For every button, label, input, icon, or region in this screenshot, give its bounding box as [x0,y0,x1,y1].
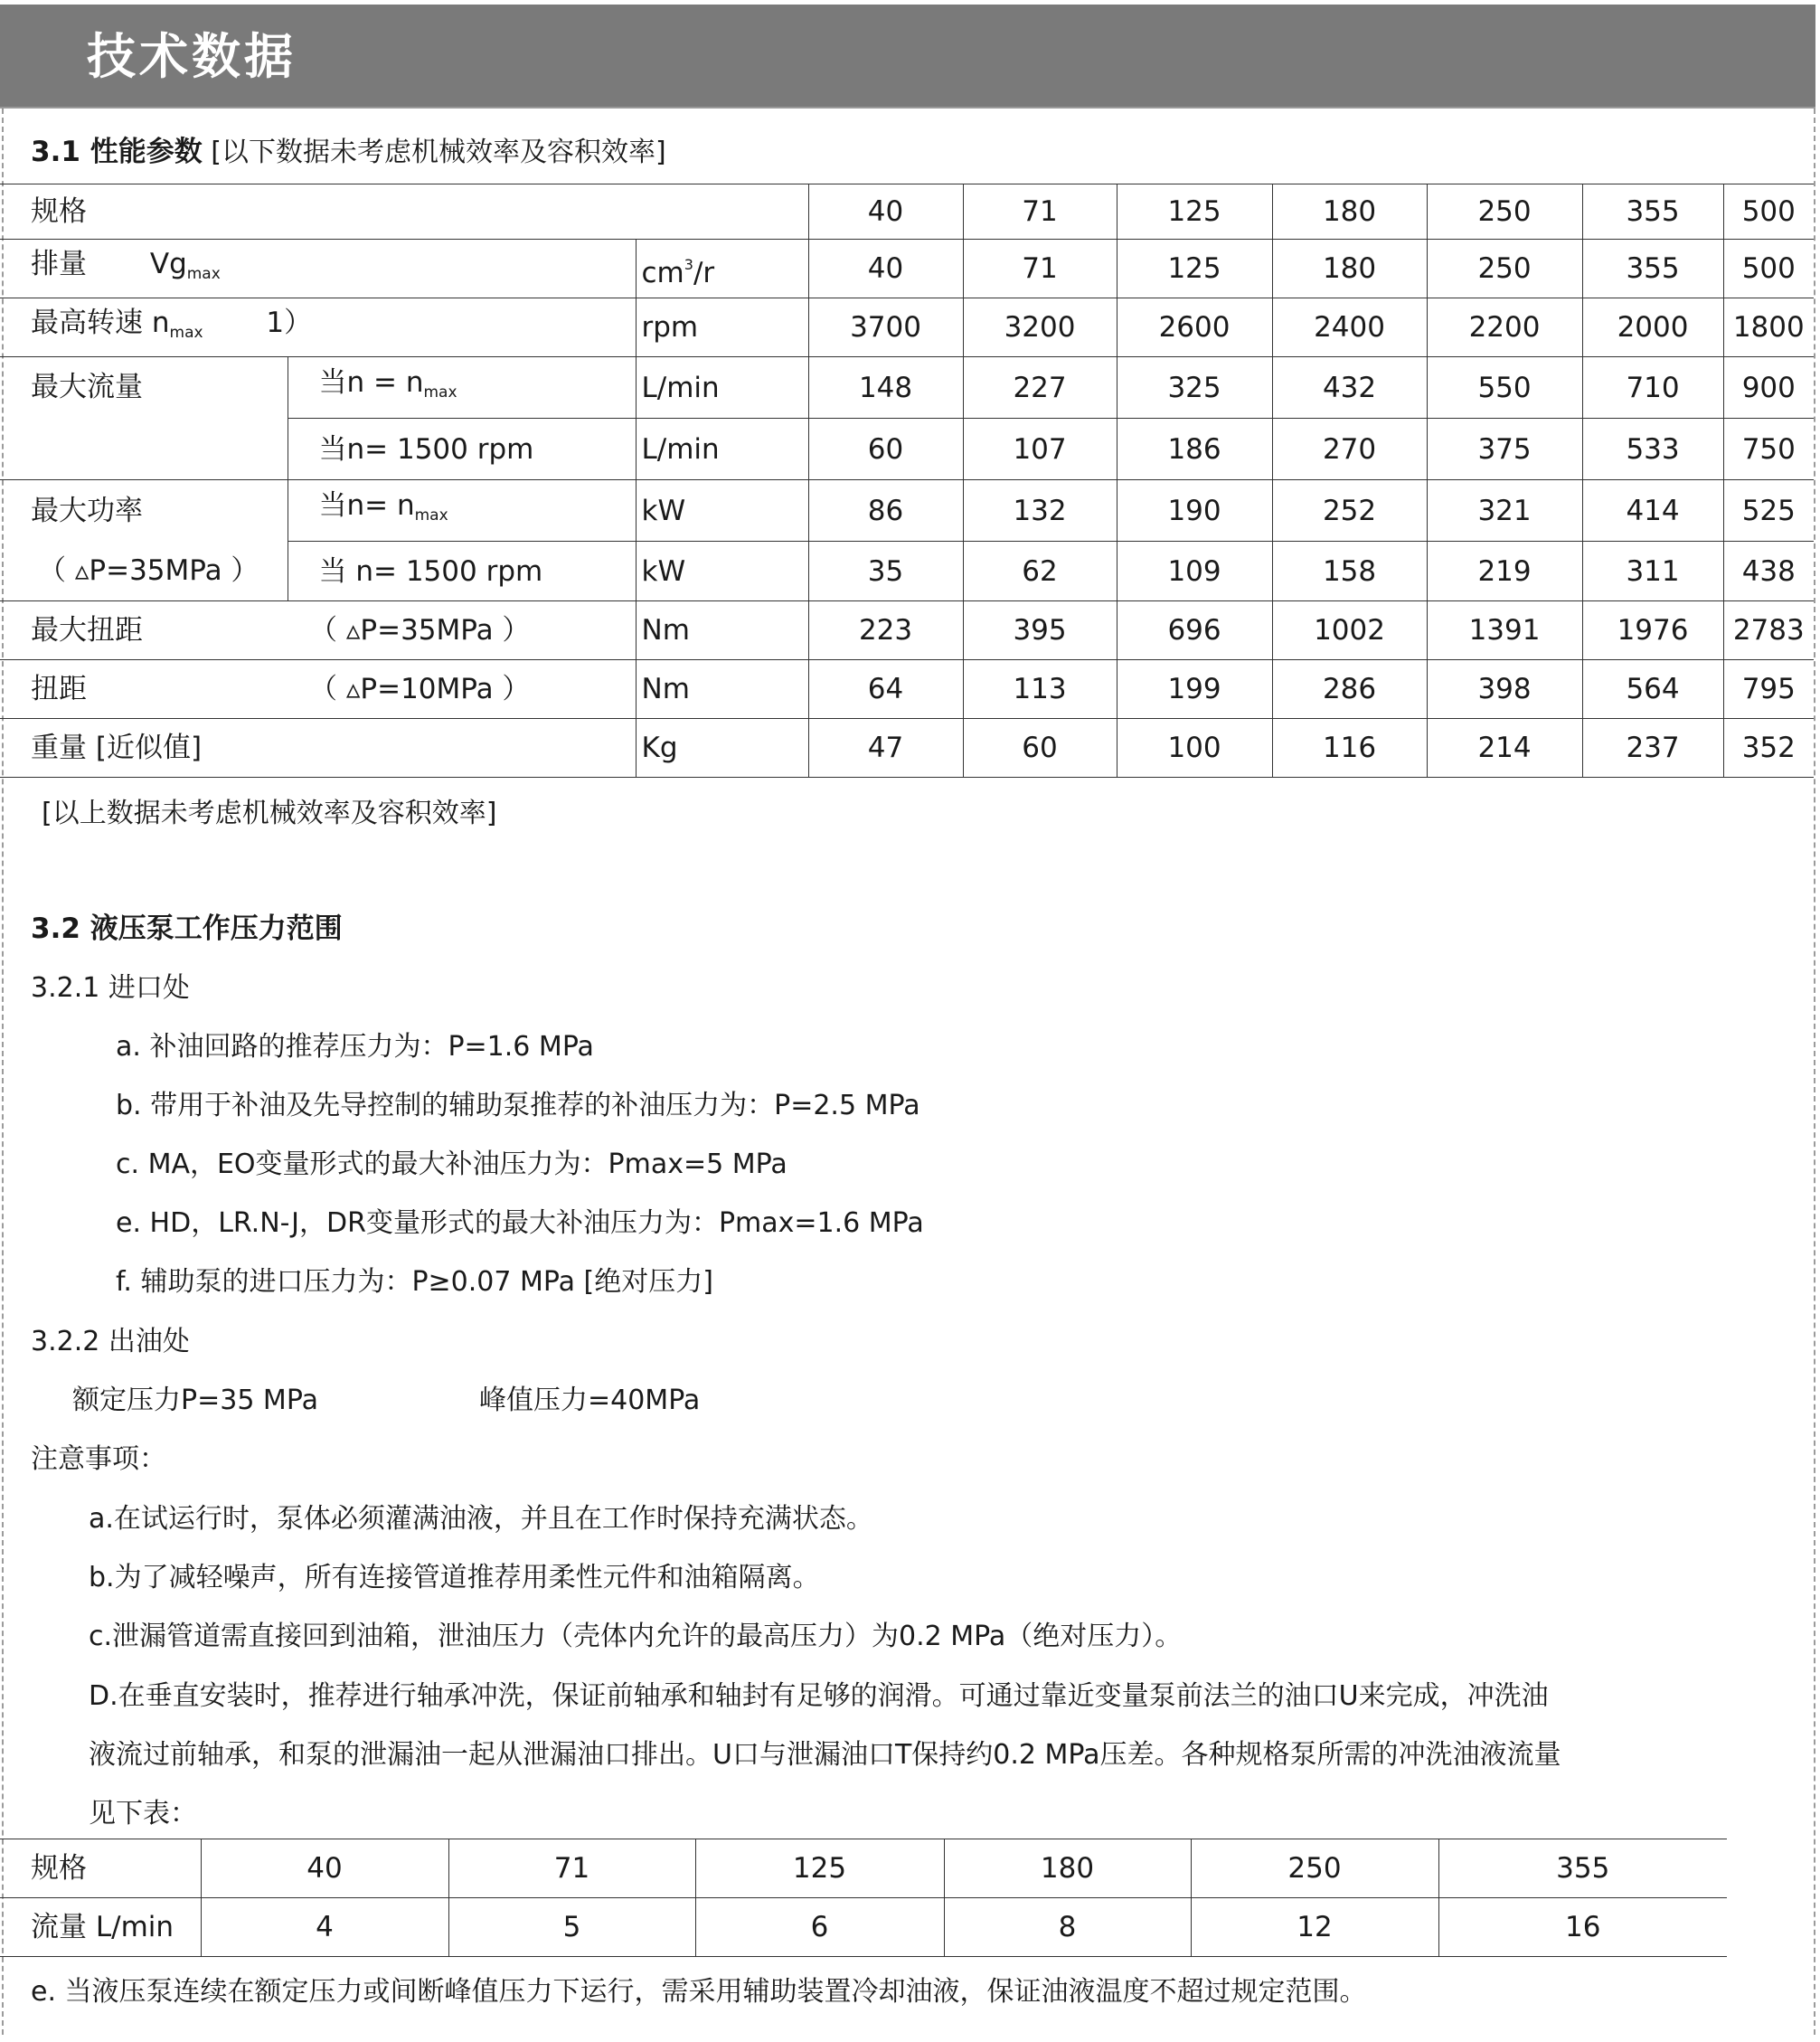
value-cell: 432 [1272,357,1427,419]
value-cell: 750 [1723,419,1814,480]
value-cell: 64 [808,660,963,719]
value-cell: 795 [1723,660,1814,719]
value-cell: 109 [1117,542,1272,601]
table-row-max-speed [0,298,1814,357]
size-cell: 71 [448,1839,695,1898]
size-cell: 180 [1272,184,1427,240]
size-cell: 40 [201,1839,448,1898]
notice-item: c.泄漏管道需直接回到油箱，泄油压力（壳体内允许的最高压力）为0.2 MPa（绝对压力）。 [89,1621,1183,1652]
value-cell: 2783 [1723,601,1814,660]
value-cell: 237 [1582,719,1723,778]
value-cell: 3700 [808,298,963,357]
value-cell: 214 [1427,719,1582,778]
cooling-note: e. 当液压泵连续在额定压力或间断峰值压力下运行，需采用辅助装置冷却油液，保证油液温度不超过规定范围。 [31,1976,1367,2008]
table-row-flush-flow [0,1898,1727,1957]
value-cell: 35 [808,542,963,601]
footnote-marker: 1） [266,306,313,339]
value-cell: 3200 [963,298,1117,357]
value-cell: 60 [963,719,1117,778]
table-row-spec [0,184,1814,240]
value-cell: 311 [1582,542,1723,601]
inlet-item: f. 辅助泵的进口压力为：P≥0.07 MPa [绝对压力] [116,1266,713,1298]
flow-cond-2: 当n= 1500 rpm [288,419,636,480]
subscript-max: max [186,264,221,283]
table-footnote: [以上数据未考虑机械效率及容积效率] [42,798,497,829]
value-cell: 47 [808,719,963,778]
max-flow-label: 最大流量 [0,357,288,480]
section-3-1-note: [以下数据未考虑机械效率及容积效率] [211,137,666,168]
value-cell: 1002 [1272,601,1427,660]
size-cell: 125 [695,1839,944,1898]
table-row-torque [0,660,1814,719]
value-cell: 564 [1582,660,1723,719]
value-cell: 60 [808,419,963,480]
torque-cond: （ ▵P=10MPa ） [288,660,636,719]
value-cell: 113 [963,660,1117,719]
value-cell: 710 [1582,357,1723,419]
section-3-2-title: 3.2 液压泵工作压力范围 [31,912,343,945]
value-cell: 325 [1117,357,1272,419]
value-cell: 414 [1582,480,1723,542]
unit-cell: Nm [636,660,808,719]
unit-cm: cm [641,256,684,289]
size-cell: 250 [1427,184,1582,240]
value-cell: 1391 [1427,601,1582,660]
value-cell: 252 [1272,480,1427,542]
table-row-weight [0,719,1814,778]
displacement-label [0,240,636,298]
value-cell: 190 [1117,480,1272,542]
section-3-2-2-title: 3.2.2 出油处 [31,1326,190,1357]
section-3-1-heading [31,134,666,171]
weight-label: 重量 [近似值] [0,719,636,778]
value-cell: 227 [963,357,1117,419]
flow-cell: 4 [201,1898,448,1957]
value-cell: 86 [808,480,963,542]
notice-item: 液流过前轴承，和泵的泄漏油一起从泄漏油口排出。U口与泄漏油口T保持约0.2 MPa压差。各种规格泵所需的冲洗油液流量 [89,1739,1561,1771]
flush-size-label: 规格 [0,1839,201,1898]
value-cell: 148 [808,357,963,419]
power-cond-1 [288,480,636,542]
spec-label: 规格 [0,184,808,240]
cond-text: 当n= n [318,489,415,522]
right-dashed-border [1814,109,1815,2035]
value-cell: 1976 [1582,601,1723,660]
notice-title: 注意事项： [31,1443,166,1475]
value-cell: 2600 [1117,298,1272,357]
value-cell: 158 [1272,542,1427,601]
value-cell: 116 [1272,719,1427,778]
notice-item: a.在试运行时，泵体必须灌满油液，并且在工作时保持充满状态。 [89,1503,873,1535]
value-cell: 352 [1723,719,1814,778]
table-row-flow-1 [0,357,1814,419]
value-cell: 321 [1427,480,1582,542]
unit-cell: L/min [636,357,808,419]
peak-pressure: 峰值压力=40MPa [479,1385,701,1416]
value-cell: 2400 [1272,298,1427,357]
flow-cell: 5 [448,1898,695,1957]
value-cell: 1800 [1723,298,1814,357]
subscript-max: max [414,506,448,525]
value-cell: 219 [1427,542,1582,601]
value-cell: 550 [1427,357,1582,419]
displacement-symbol: Vg [149,247,187,280]
performance-table [0,184,1814,778]
max-power-label: 最大功率 [0,480,288,542]
size-cell: 71 [963,184,1117,240]
size-cell: 40 [808,184,963,240]
section-3-2-1-title: 3.2.1 进口处 [31,972,190,1004]
value-cell: 525 [1723,480,1814,542]
flow-cond-1 [288,357,636,419]
value-cell: 199 [1117,660,1272,719]
value-cell: 398 [1427,660,1582,719]
value-cell: 355 [1582,240,1723,298]
size-cell: 125 [1117,184,1272,240]
value-cell: 2200 [1427,298,1582,357]
value-cell: 2000 [1582,298,1723,357]
value-cell: 696 [1117,601,1272,660]
inlet-item: b. 带用于补油及先导控制的辅助泵推荐的补油压力为：P=2.5 MPa [116,1090,920,1121]
max-speed-text: 最高转速 n [31,306,170,339]
rated-pressure: 额定压力P=35 MPa [72,1385,318,1416]
value-cell: 286 [1272,660,1427,719]
value-cell: 533 [1582,419,1723,480]
flow-cell: 12 [1191,1898,1438,1957]
size-cell: 180 [944,1839,1191,1898]
power-cond-2: 当 n= 1500 rpm [288,542,636,601]
value-cell: 107 [963,419,1117,480]
flow-cell: 6 [695,1898,944,1957]
subscript-max: max [423,383,457,402]
value-cell: 395 [963,601,1117,660]
table-row-power-1 [0,480,1814,542]
table-row-flush-size [0,1839,1727,1898]
value-cell: 375 [1427,419,1582,480]
value-cell: 438 [1723,542,1814,601]
max-torque-cond: （ ▵P=35MPa ） [288,601,636,660]
unit-cell: rpm [636,298,808,357]
value-cell: 223 [808,601,963,660]
max-speed-label [0,298,636,357]
unit-cell: kW [636,542,808,601]
size-cell: 355 [1438,1839,1727,1898]
unit-superscript: 3 [684,255,693,273]
unit-cell: Nm [636,601,808,660]
table-row-max-torque [0,601,1814,660]
flush-flow-table [0,1839,1727,1957]
unit-cell: kW [636,480,808,542]
displacement-text: 排量 [31,247,87,280]
power-pressure-label: （ ▵P=35MPa ） [0,542,288,601]
value-cell: 132 [963,480,1117,542]
value-cell: 125 [1117,240,1272,298]
flow-cell: 8 [944,1898,1191,1957]
value-cell: 186 [1117,419,1272,480]
value-cell: 180 [1272,240,1427,298]
value-cell: 40 [808,240,963,298]
unit-cell: L/min [636,419,808,480]
size-cell: 355 [1582,184,1723,240]
notice-item: b.为了减轻噪声，所有连接管道推荐用柔性元件和油箱隔离。 [89,1562,820,1593]
value-cell: 100 [1117,719,1272,778]
unit-cell: Kg [636,719,808,778]
unit-per-rev: /r [693,256,715,289]
flush-flow-label: 流量 L/min [0,1898,201,1957]
inlet-item: c. MA，EO变量形式的最大补油压力为：Pmax=5 MPa [116,1149,787,1180]
table-row-power-2 [0,542,1814,601]
section-3-1-title: 3.1 性能参数 [31,136,203,168]
value-cell: 500 [1723,240,1814,298]
unit-cell [636,240,808,298]
notice-item: 见下表： [89,1798,197,1829]
subscript-max: max [169,323,203,342]
cond-text: 当n = n [318,366,424,399]
value-cell: 71 [963,240,1117,298]
value-cell: 250 [1427,240,1582,298]
page-title: 技术数据 [87,28,297,85]
inlet-item: e. HD，LR.N-J，DR变量形式的最大补油压力为：Pmax=1.6 MPa [116,1207,924,1239]
value-cell: 900 [1723,357,1814,419]
size-cell: 500 [1723,184,1814,240]
max-torque-label: 最大扭距 [0,601,288,660]
flow-cell: 16 [1438,1898,1727,1957]
size-cell: 250 [1191,1839,1438,1898]
torque-label: 扭距 [0,660,288,719]
inlet-item: a. 补油回路的推荐压力为：P=1.6 MPa [116,1031,594,1063]
value-cell: 62 [963,542,1117,601]
value-cell: 270 [1272,419,1427,480]
section-header [0,5,1815,109]
notice-item: D.在垂直安装时，推荐进行轴承冲洗，保证前轴承和轴封有足够的润滑。可通过靠近变量泵前法兰的油口U来完成，冲洗油 [89,1680,1549,1712]
table-row-displacement [0,240,1814,298]
